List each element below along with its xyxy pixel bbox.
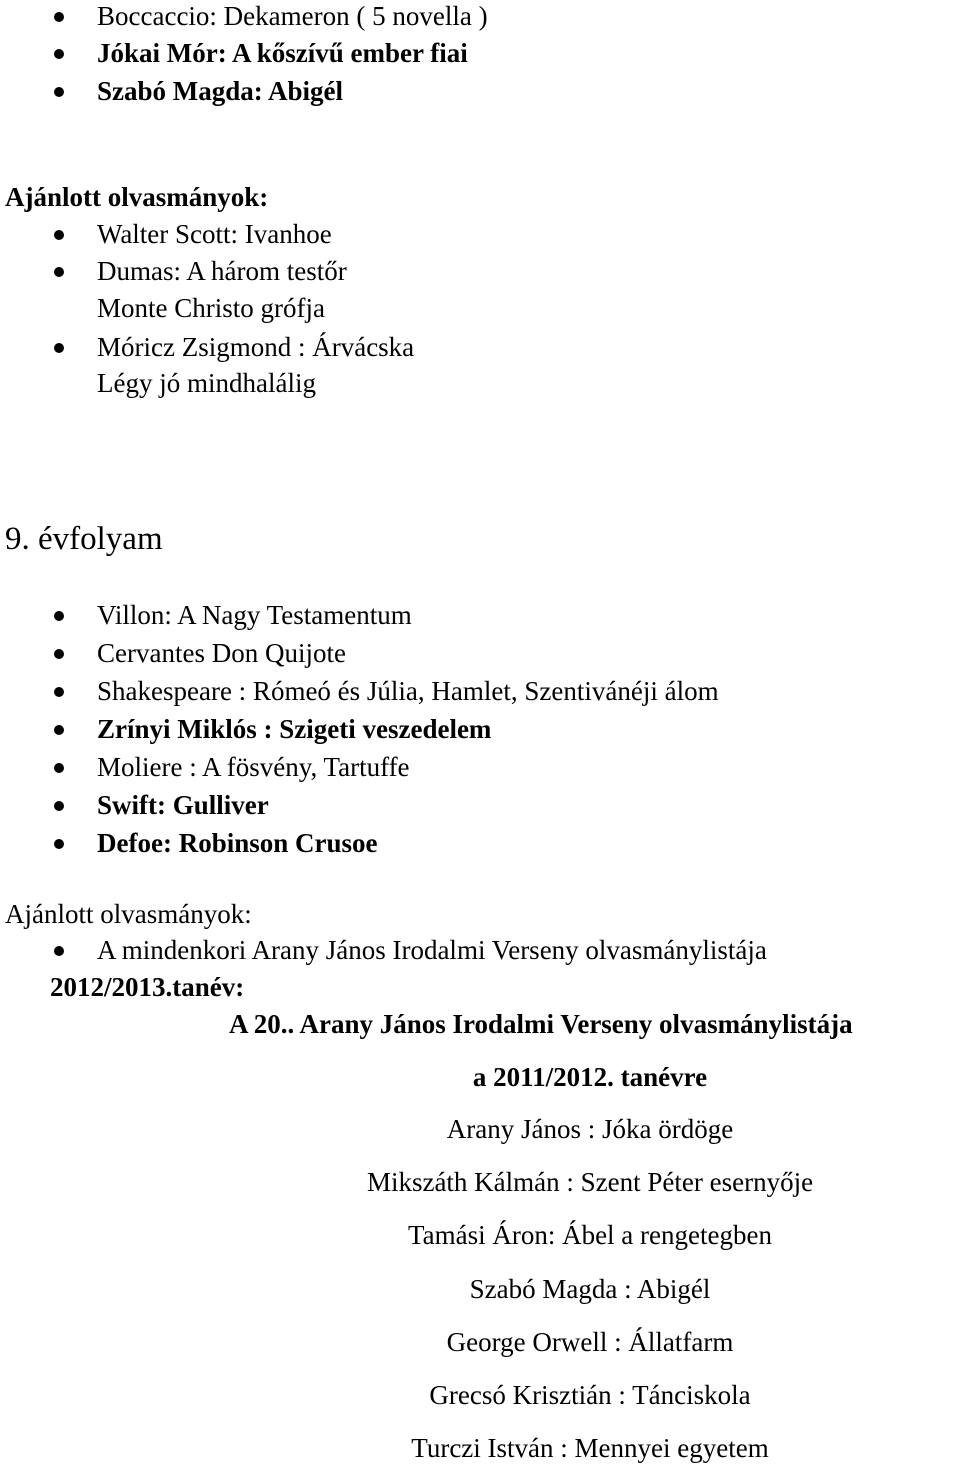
bullet-icon <box>54 12 64 22</box>
list-item: Walter Scott: Ivanhoe <box>97 219 332 249</box>
bullet-icon <box>54 267 64 277</box>
list-item: Defoe: Robinson Crusoe <box>97 828 378 858</box>
book-item: Arany János : Jóka ördöge <box>446 1114 734 1144</box>
bullet-icon <box>54 725 64 735</box>
list-item: Moliere : A fösvény, Tartuffe <box>97 752 410 782</box>
list-item: Swift: Gulliver <box>97 790 269 820</box>
bullet-icon <box>54 649 64 659</box>
bullet-icon <box>54 801 64 811</box>
competition-subtitle: a 2011/2012. tanévre <box>472 1062 708 1092</box>
list-item: Shakespeare : Rómeó és Júlia, Hamlet, Szentivánéji álom <box>97 676 719 706</box>
list-item: Dumas: A három testőr <box>97 256 347 286</box>
book-item: Szabó Magda : Abigél <box>469 1274 711 1304</box>
list-item: Boccaccio: Dekameron ( 5 novella ) <box>97 1 488 31</box>
book-item: George Orwell : Állatfarm <box>446 1327 734 1357</box>
bullet-icon <box>54 49 64 59</box>
bullet-icon <box>54 687 64 697</box>
list-item: Szabó Magda: Abigél <box>97 76 344 106</box>
bullet-icon <box>54 611 64 621</box>
list-item-continuation: Monte Christo grófja <box>97 293 325 323</box>
book-item: Mikszáth Kálmán : Szent Péter esernyője <box>366 1167 814 1197</box>
bullet-icon <box>54 763 64 773</box>
book-item: Grecsó Krisztián : Tánciskola <box>429 1380 751 1410</box>
bullet-icon <box>54 839 64 849</box>
list-item: Zrínyi Miklós : Szigeti veszedelem <box>97 714 492 744</box>
list-item: Cervantes Don Quijote <box>97 638 346 668</box>
school-year: 2012/2013.tanév: <box>50 972 245 1002</box>
bullet-icon <box>54 230 64 240</box>
section-heading: Ajánlott olvasmányok: <box>5 899 252 929</box>
bullet-icon <box>54 946 64 956</box>
list-item: Móricz Zsigmond : Árvácska <box>97 332 415 362</box>
list-item: Villon: A Nagy Testamentum <box>97 600 412 630</box>
bullet-icon <box>54 343 64 353</box>
competition-title: A 20.. Arany János Irodalmi Verseny olvasmánylistája <box>229 1009 853 1039</box>
section-heading: Ajánlott olvasmányok: <box>5 182 269 212</box>
bullet-icon <box>54 87 64 97</box>
book-item: Turczi István : Mennyei egyetem <box>411 1433 769 1463</box>
list-item-continuation: Légy jó mindhalálig <box>97 368 316 398</box>
book-item: Tamási Áron: Ábel a rengetegben <box>408 1220 772 1250</box>
list-item: A mindenkori Arany János Irodalmi Verseny olvasmánylistája <box>97 935 767 965</box>
list-item: Jókai Mór: A kőszívű ember fiai <box>97 38 468 68</box>
grade-heading: 9. évfolyam <box>5 521 163 557</box>
